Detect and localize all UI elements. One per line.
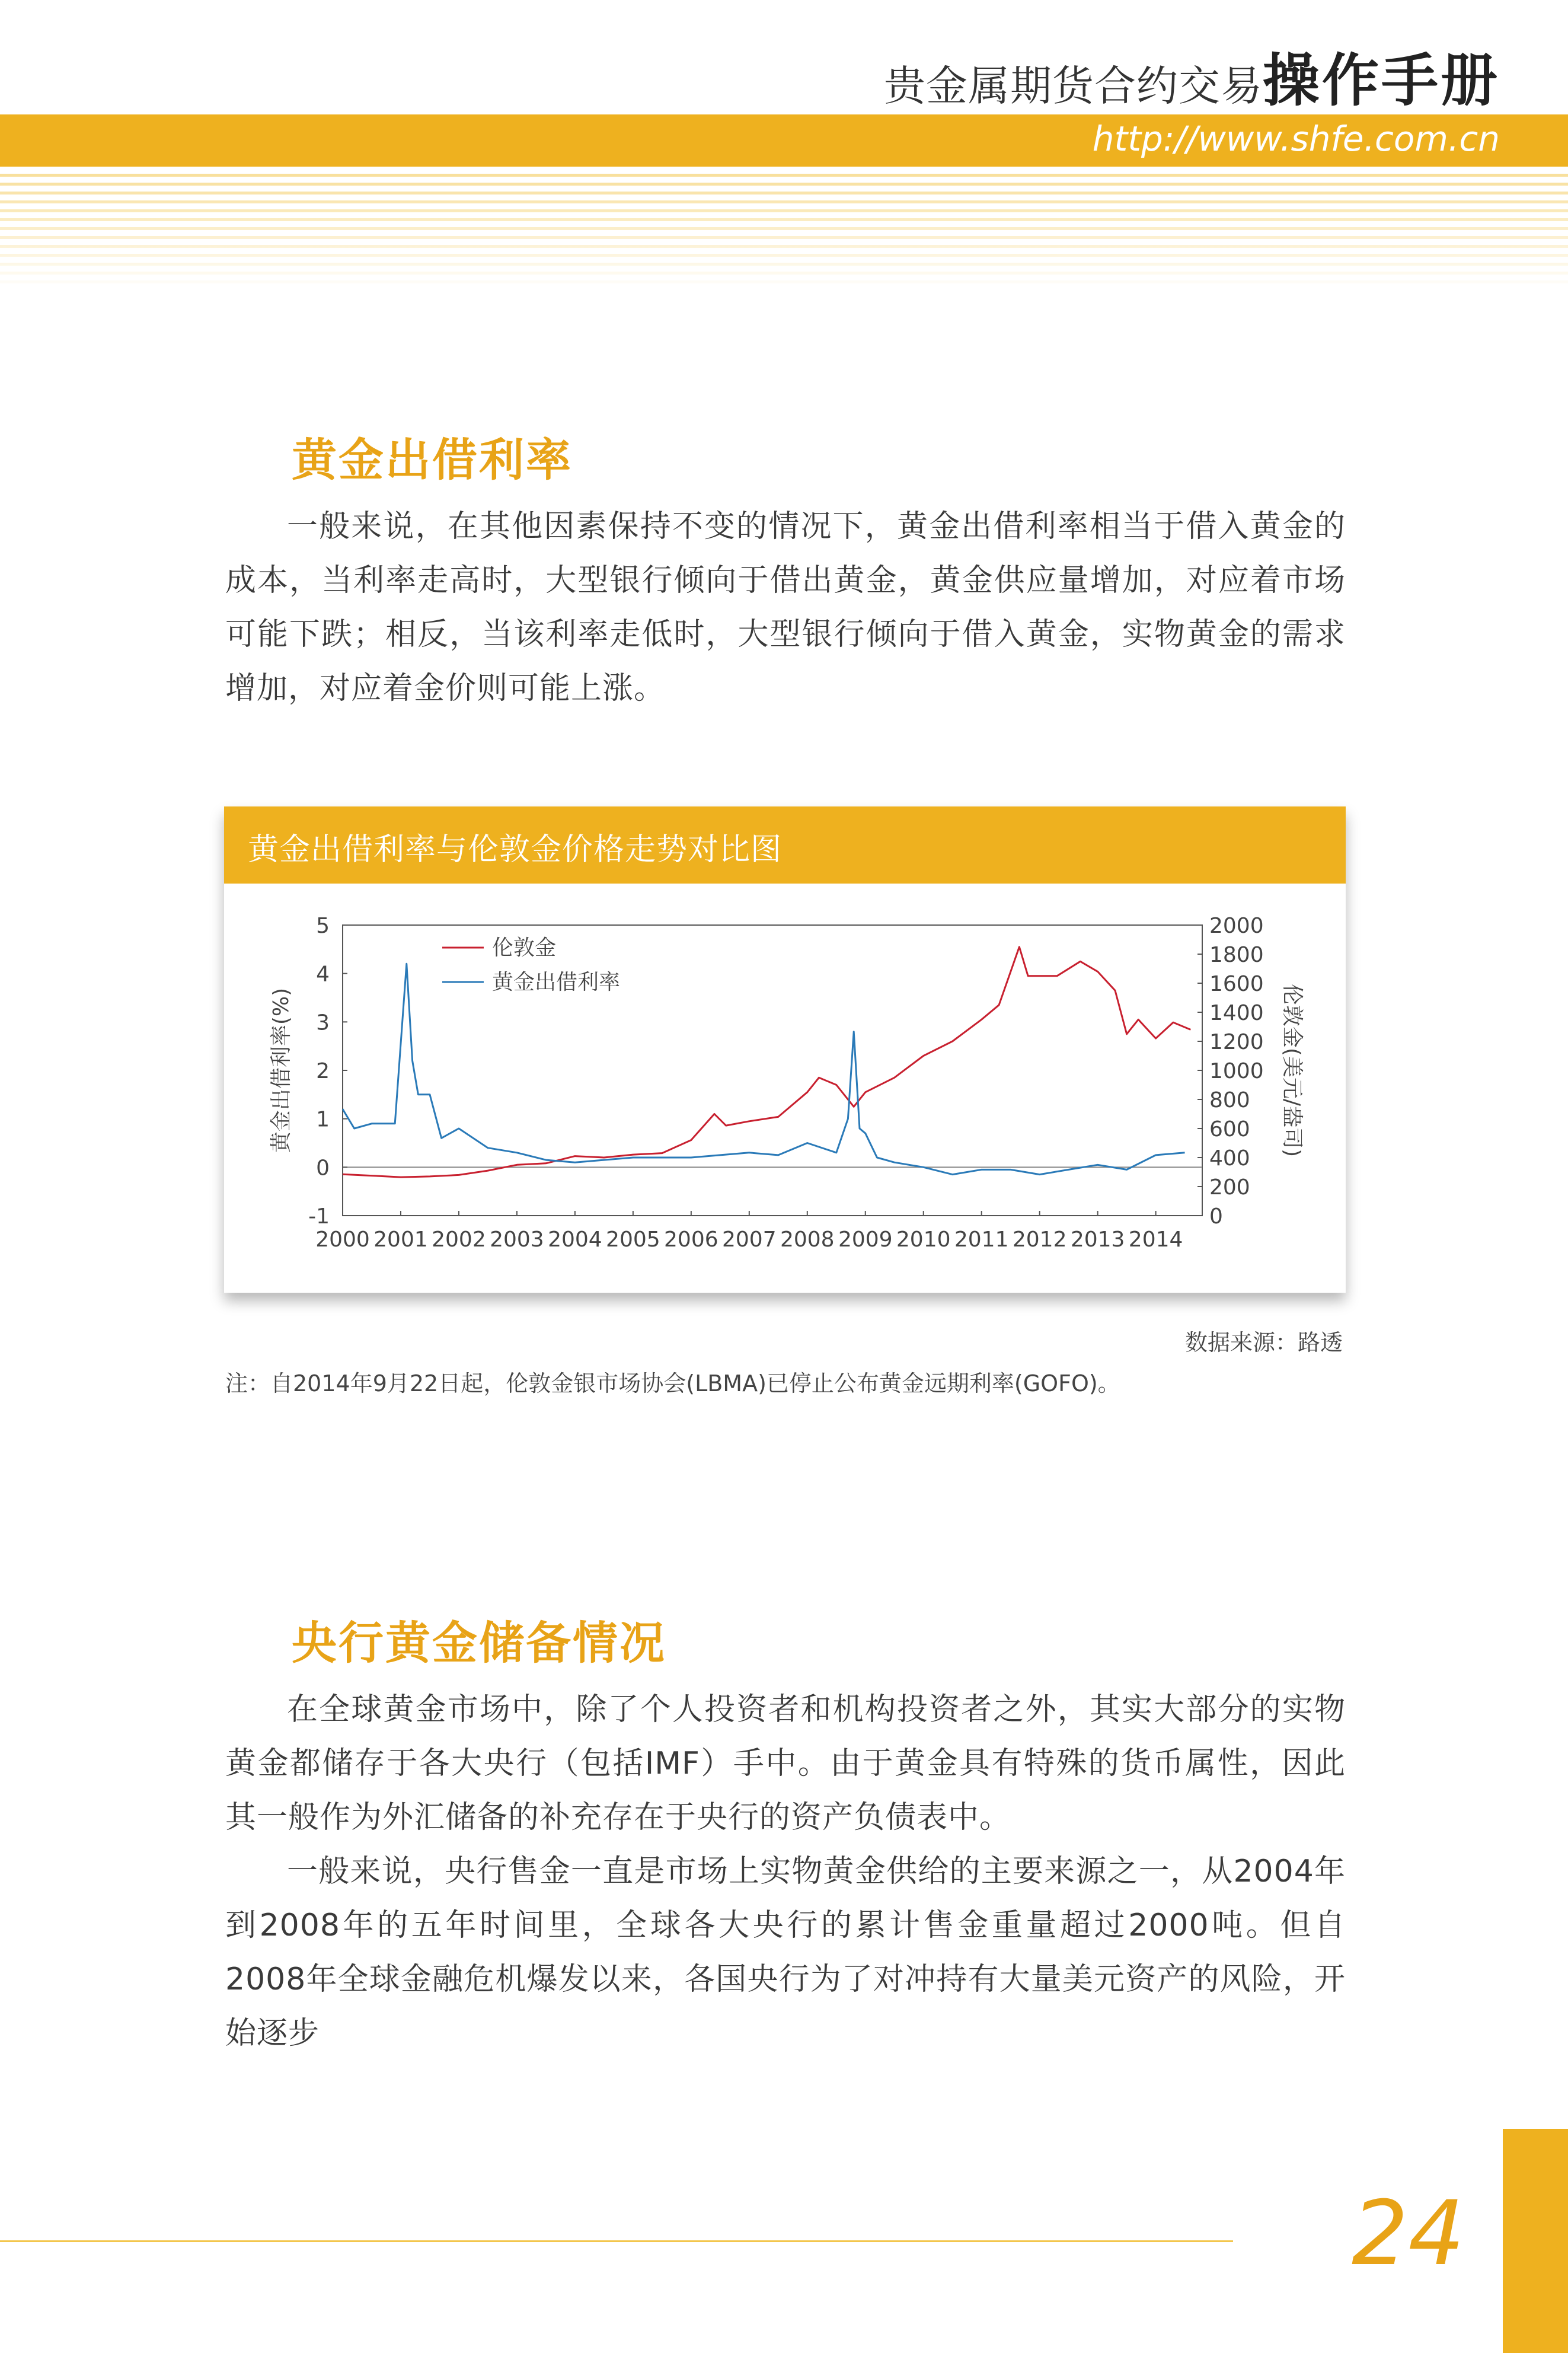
- header-stripes-fade: [0, 174, 1568, 286]
- x-tick-label: 2009: [838, 1227, 893, 1252]
- x-tick-label: 2005: [606, 1227, 660, 1252]
- y2-tick-label: 1400: [1209, 1001, 1264, 1025]
- chart-card-title: 黄金出借利率与伦敦金价格走势对比图: [248, 832, 783, 868]
- y2-tick-label: 1800: [1209, 943, 1264, 967]
- x-tick-label: 2014: [1128, 1227, 1183, 1252]
- chart-note: 注：自2014年9月22日起，伦敦金银市场协会(LBMA)已停止公布黄金远期利率(GOFO)。: [225, 1370, 1120, 1397]
- y-axis-title: 黄金出借利率(%): [269, 987, 293, 1153]
- y2-tick-label: 1000: [1209, 1059, 1264, 1083]
- chart-card: [224, 806, 1346, 1293]
- y2-tick-label: 600: [1209, 1117, 1250, 1142]
- header-title-prefix: 贵金属期货合约交易: [884, 62, 1263, 110]
- footer-side-bar: [1503, 2129, 1568, 2353]
- y-tick-label: 2: [316, 1059, 330, 1083]
- x-tick-label: 2013: [1070, 1227, 1125, 1252]
- y2-tick-label: 400: [1209, 1146, 1250, 1171]
- y-tick-label: 4: [316, 962, 330, 987]
- section1-paragraph: 一般来说，在其他因素保持不变的情况下，黄金出借利率相当于借入黄金的成本，当利率走高时，大型银行倾向于借出黄金，黄金供应量增加，对应着市场可能下跌；相反，当该利率走低时，大型银行倾向于借入黄金，实物黄金的需求增加，对应着金价则可能上涨。: [225, 509, 1346, 706]
- x-tick-label: 2007: [721, 1227, 777, 1252]
- x-tick-label: 2008: [780, 1227, 835, 1252]
- header-title-strong: 操作手册: [1263, 47, 1500, 114]
- x-tick-label: 2003: [490, 1227, 544, 1252]
- section-heading-central-bank: 央行黄金储备情况: [292, 1617, 666, 1669]
- x-tick-label: 2002: [432, 1227, 486, 1252]
- x-tick-label: 2001: [373, 1227, 428, 1252]
- y-tick-label: 1: [316, 1107, 330, 1132]
- x-tick-label: 2012: [1012, 1227, 1067, 1252]
- chart-source: 数据来源：路透: [1184, 1329, 1343, 1356]
- x-tick-label: 2006: [664, 1227, 718, 1252]
- y2-tick-label: 200: [1209, 1175, 1250, 1200]
- y-tick-label: -1: [308, 1204, 330, 1229]
- y2-tick-label: 800: [1209, 1088, 1250, 1112]
- y2-axis-title: 伦敦金(美元/盎司): [1280, 983, 1304, 1158]
- section-heading-lease-rate: 黄金出借利率: [292, 433, 573, 486]
- series-line-lease-rate: [343, 964, 1185, 1174]
- y-tick-label: 0: [316, 1156, 330, 1181]
- x-tick-label: 2010: [896, 1227, 951, 1252]
- page-number: 24: [1352, 2182, 1465, 2285]
- legend-label-lease-rate: 黄金出借利率: [492, 970, 621, 994]
- y2-tick-label: 0: [1209, 1204, 1223, 1229]
- section2-paragraph-2: 一般来说，央行售金一直是市场上实物黄金供给的主要来源之一，从2004年到2008年的五年时间里，全球各大央行的累计售金重量超过2000吨。但自2008年全球金融危机爆发以来，各国央行为了对冲持有大量美元资产的风险，开始逐步: [225, 1854, 1346, 2051]
- plot-frame: [343, 925, 1202, 1216]
- x-tick-label: 2004: [548, 1227, 602, 1252]
- y2-tick-label: 1600: [1209, 972, 1264, 996]
- header-url: http://www.shfe.com.cn: [1092, 119, 1500, 159]
- legend-label-gold-price: 伦敦金: [492, 936, 557, 960]
- footer-line: [0, 2240, 1233, 2242]
- y-tick-label: 3: [316, 1010, 330, 1035]
- chart: [224, 884, 1346, 1293]
- x-tick-label: 2000: [315, 1227, 370, 1252]
- header-title: [884, 36, 1500, 117]
- y2-tick-label: 1200: [1209, 1030, 1264, 1054]
- section2-paragraph-1: 在全球黄金市场中，除了个人投资者和机构投资者之外，其实大部分的实物黄金都储存于各大央行（包括IMF）手中。由于黄金具有特殊的货币属性，因此其一般作为外汇储备的补充存在于央行的资产负债表中。: [225, 1692, 1346, 1835]
- x-tick-label: 2011: [954, 1227, 1009, 1252]
- y2-tick-label: 2000: [1209, 914, 1264, 938]
- y-tick-label: 5: [316, 914, 330, 938]
